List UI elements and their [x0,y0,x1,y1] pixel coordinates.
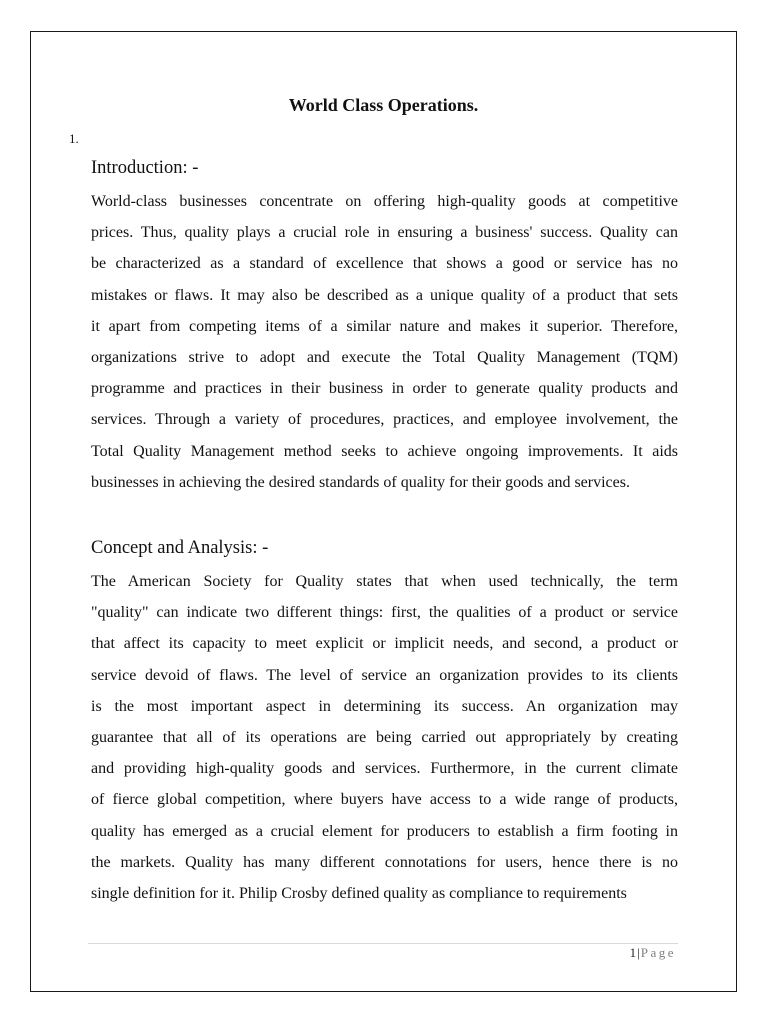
list-number: 1. [69,131,79,146]
paragraph-line: businesses in achieving the desired standards of quality for their goods and services. [91,473,630,491]
paragraph-line: prices. Thus, quality plays a crucial role in ensuring a business' success. Quality can [91,224,678,242]
paragraph-line: mistakes or flaws. It may also be described as a unique quality of a product that sets [91,286,678,304]
footer-divider [88,943,678,944]
paragraph-line: World-class businesses concentrate on offering high-quality goods at competitive [91,193,678,210]
paragraph-line: quality has emerged as a crucial element for producers to establish a firm footing in [91,822,678,840]
paragraph-line: "quality" can indicate two different things: first, the qualities of a product or service [91,604,678,622]
paragraph-line: and providing high-quality goods and services. Furthermore, in the current climate [91,760,678,778]
document-title: World Class Operations. [288,95,479,115]
page-separator: | [637,945,640,960]
paragraph-line: programme and practices in their business in order to generate quality products and [91,380,678,398]
paragraph-line: organizations strive to adopt and execute the Total Quality Management (TQM) [91,349,678,367]
paragraph-line: of fierce global competition, where buyers have access to a wide range of products, [91,791,678,809]
paragraph-line: The American Society for Quality states that when used technically, the term [91,573,678,590]
paragraph-line: single definition for it. Philip Crosby defined quality as compliance to requirements [91,885,627,903]
section-heading-concept-analysis: Concept and Analysis: - [91,538,269,558]
section-body-concept-analysis [91,566,678,909]
paragraph-line: that affect its capacity to meet explicit or implicit needs, and second, a product or [91,635,678,653]
page-label: Page [640,945,676,960]
paragraph-line: is the most important aspect in determining its success. An organization may [91,697,678,715]
paragraph-line: be characterized as a standard of excellence that shows a good or service has no [91,255,678,273]
paragraph-line: services. Through a variety of procedures, practices, and employee involvement, the [91,411,678,429]
section-heading-introduction: Introduction: - [91,158,199,178]
paragraph-line: the markets. Quality has many different connotations for users, hence there is no [91,853,678,871]
paragraph-line: Total Quality Management method seeks to achieve ongoing improvements. It aids [91,442,678,460]
page-footer [630,945,676,961]
paragraph-line: guarantee that all of its operations are being carried out appropriately by creating [91,729,678,747]
paragraph-line: service devoid of flaws. The level of service an organization provides to its clients [91,666,678,684]
document-page [30,31,737,992]
page-number: 1 [629,945,637,960]
paragraph-line: it apart from competing items of a similar nature and makes it superior. Therefore, [91,317,678,335]
section-body-introduction [91,186,678,498]
